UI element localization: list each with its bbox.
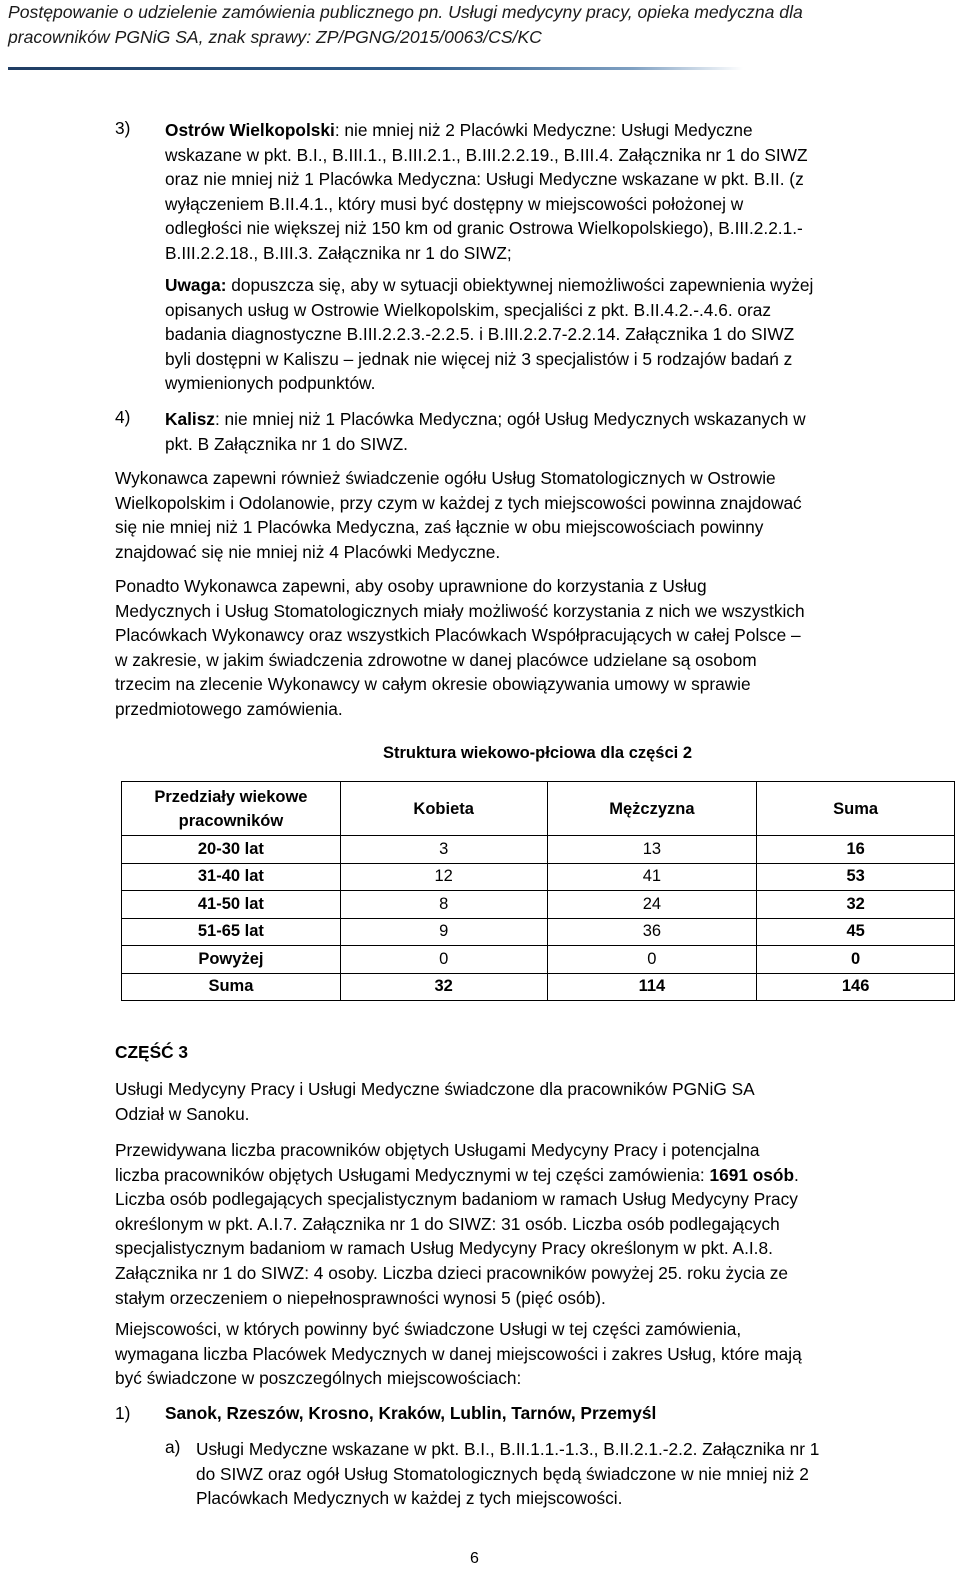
- table-row: [122, 918, 955, 946]
- table-cell: 36: [547, 918, 757, 946]
- header-line-2: pracowników PGNiG SA, znak sprawy: ZP/PGNG/2015/0063/CS/KC: [8, 27, 542, 47]
- table-cell: 32: [757, 891, 955, 919]
- item-4-text: Kalisz: nie mniej niż 1 Placówka Medyczna; ogół Usług Medycznych wskazanych w pkt. B Załącznika nr 1 do SIWZ.: [165, 409, 806, 454]
- table-cell: 20-30 lat: [122, 836, 341, 864]
- table-cell: 146: [757, 973, 955, 1001]
- paragraph-dental-services: Wykonawca zapewni również świadczenie ogółu Usług Stomatologicznych w Ostrowie Wielkopolskim i Odolanowie, przy czym w każdej z tych miejscowości powinna znajdować się nie mniej niż 1 Placówka Medyczna, zaś łącznie w obu miejscowościach powinny znajdować się nie mniej niż 4 Placówki Medyczne.: [115, 468, 802, 562]
- table-cell: 0: [757, 946, 955, 974]
- table-cell: 16: [757, 836, 955, 864]
- table-cell: 12: [340, 863, 547, 891]
- paragraph-employee-counts: Przewidywana liczba pracowników objętych Usługami Medycyny Pracy i potencjalna liczba pracowników objętych Usługami Medycznymi w tej części zamówienia: 1691 osób. Liczba osób podlegających specjalistycznym badaniom w ramach Usług Medycyny Pracy określonym w pkt. A.I.7. Załącznika nr 1 do SIWZ: 31 osób. Liczba osób podlegających specjalistycznym badaniom w ramach Usług Medycyny Pracy określonym w pkt. A.I.8. Załącznika nr 1 do SIWZ: 4 osoby. Liczba dzieci pracowników powyżej 25. roku życia ze stałym orzeczeniem o niepełnosprawności wynosi 5 (pięć osób).: [115, 1140, 799, 1308]
- column-header: Suma: [757, 782, 955, 836]
- table-cell: 51-65 lat: [122, 918, 341, 946]
- table-cell: 0: [547, 946, 757, 974]
- table-cell: 9: [340, 918, 547, 946]
- document-header: [8, 0, 953, 50]
- item-1-number: 1): [115, 1403, 131, 1423]
- sub-item-a-text: Usługi Medyczne wskazane w pkt. B.I., B.II.1.1.-1.3., B.II.2.1.-2.2. Załącznika nr 1 do SIWZ oraz ogół Usług Stomatologicznych będą świadczone w nie mniej niż 2 Placówkach Medycznych w każdej z tych miejscowości.: [196, 1439, 820, 1509]
- table-cell: 13: [547, 836, 757, 864]
- table-title: Struktura wiekowo-płciowa dla części 2: [382, 744, 692, 762]
- table-row: [122, 863, 955, 891]
- employee-count: 1691 osób: [709, 1164, 795, 1185]
- table-cell: 0: [340, 946, 547, 974]
- item-3-place: Ostrów Wielkopolski: [165, 120, 335, 140]
- table-cell: 41: [547, 863, 757, 891]
- column-header: Kobieta: [340, 782, 547, 836]
- item-4-number: 4): [115, 407, 131, 427]
- item-1-places: Sanok, Rzeszów, Krosno, Kraków, Lublin, Tarnów, Przemyśl: [165, 1403, 657, 1423]
- age-structure-table: [121, 781, 955, 1001]
- table-row: [122, 836, 955, 864]
- table-cell: 114: [547, 973, 757, 1001]
- table-cell: 8: [340, 891, 547, 919]
- table-cell: Suma: [122, 973, 341, 1001]
- item-3-text: Ostrów Wielkopolski: nie mniej niż 2 Placówki Medyczne: Usługi Medyczne wskazane w pkt. B.I., B.III.1., B.III.2.1., B.III.2.2.19., B.III.4. Załącznika nr 1 do SIWZ oraz nie mniej niż 1 Placówka Medyczna: Usługi Medyczne wskazane w pkt. B.II. (z wyłączeniem B.II.4.1., który musi być dostępny w miejscowości położonej w odległości nie większej niż 150 km od granic Ostrowa Wielkopolskiego), B.III.2.2.1.- B.III.2.2.18., B.III.3. Załącznika nr 1 do SIWZ;: [165, 120, 808, 263]
- table-cell: 53: [757, 863, 955, 891]
- table-row: [122, 891, 955, 919]
- column-header: Przedziały wiekowe pracowników: [122, 782, 341, 836]
- note-label: Uwaga:: [165, 275, 227, 295]
- table-row: [122, 946, 955, 974]
- paragraph-access: Ponadto Wykonawca zapewni, aby osoby uprawnione do korzystania z Usług Medycznych i Usług Stomatologicznych miały możliwość korzystania z nich we wszystkich Placówkach Wykonawcy oraz wszystkich Placówkach Współpracujących w całej Polsce – w zakresie, w jakim świadczenia zdrowotne w danej placówce udzielane są osobom trzecim na zlecenie Wykonawcy w całym okresie obowiązywania umowy w sprawie przedmiotowego zamówienia.: [115, 576, 805, 719]
- table-cell: 45: [757, 918, 955, 946]
- sub-item-a-label: a): [165, 1437, 181, 1457]
- table-cell: Powyżej: [122, 946, 341, 974]
- column-header: Mężczyzna: [547, 782, 757, 836]
- item-3-number: 3): [115, 118, 131, 138]
- part-3-description: Usługi Medycyny Pracy i Usługi Medyczne świadczone dla pracowników PGNiG SA Odział w Sanoku.: [115, 1079, 755, 1124]
- table-cell: 41-50 lat: [122, 891, 341, 919]
- page-number: 6: [470, 1550, 479, 1567]
- note-paragraph: Uwaga: dopuszcza się, aby w sytuacji obiektywnej niemożliwości zapewnienia wyżej opisanych usług w Ostrowie Wielkopolskim, specjaliści z pkt. B.II.4.2.-.4.6. oraz badania diagnostyczne B.III.2.2.3.-2.2.5. i B.III.2.2.7-2.2.14. Załącznika 1 do SIWZ byli dostępni w Kaliszu – jednak nie więcej niż 3 specjalistów i 5 rodzajów badań z wymienionych podpunktów.: [165, 275, 814, 394]
- table-cell: 3: [340, 836, 547, 864]
- table-total-row: [122, 973, 955, 1001]
- table-cell: 32: [340, 973, 547, 1001]
- table-header-row: [122, 782, 955, 836]
- table-cell: 31-40 lat: [122, 863, 341, 891]
- paragraph-locations: Miejscowości, w których powinny być świadczone Usługi w tej części zamówienia, wymagana liczba Placówek Medycznych w danej miejscowości i zakres Usług, które mają być świadczone w poszczególnych miejscowościach:: [115, 1319, 802, 1389]
- item-4-place: Kalisz: [165, 409, 215, 429]
- header-line-1: Postępowanie o udzielenie zamówienia publicznego pn. Usługi medycyny pracy, opieka medyczna dla: [8, 2, 803, 22]
- table-cell: 24: [547, 891, 757, 919]
- part-3-heading: CZĘŚĆ 3: [115, 1042, 188, 1062]
- header-divider: [8, 67, 743, 70]
